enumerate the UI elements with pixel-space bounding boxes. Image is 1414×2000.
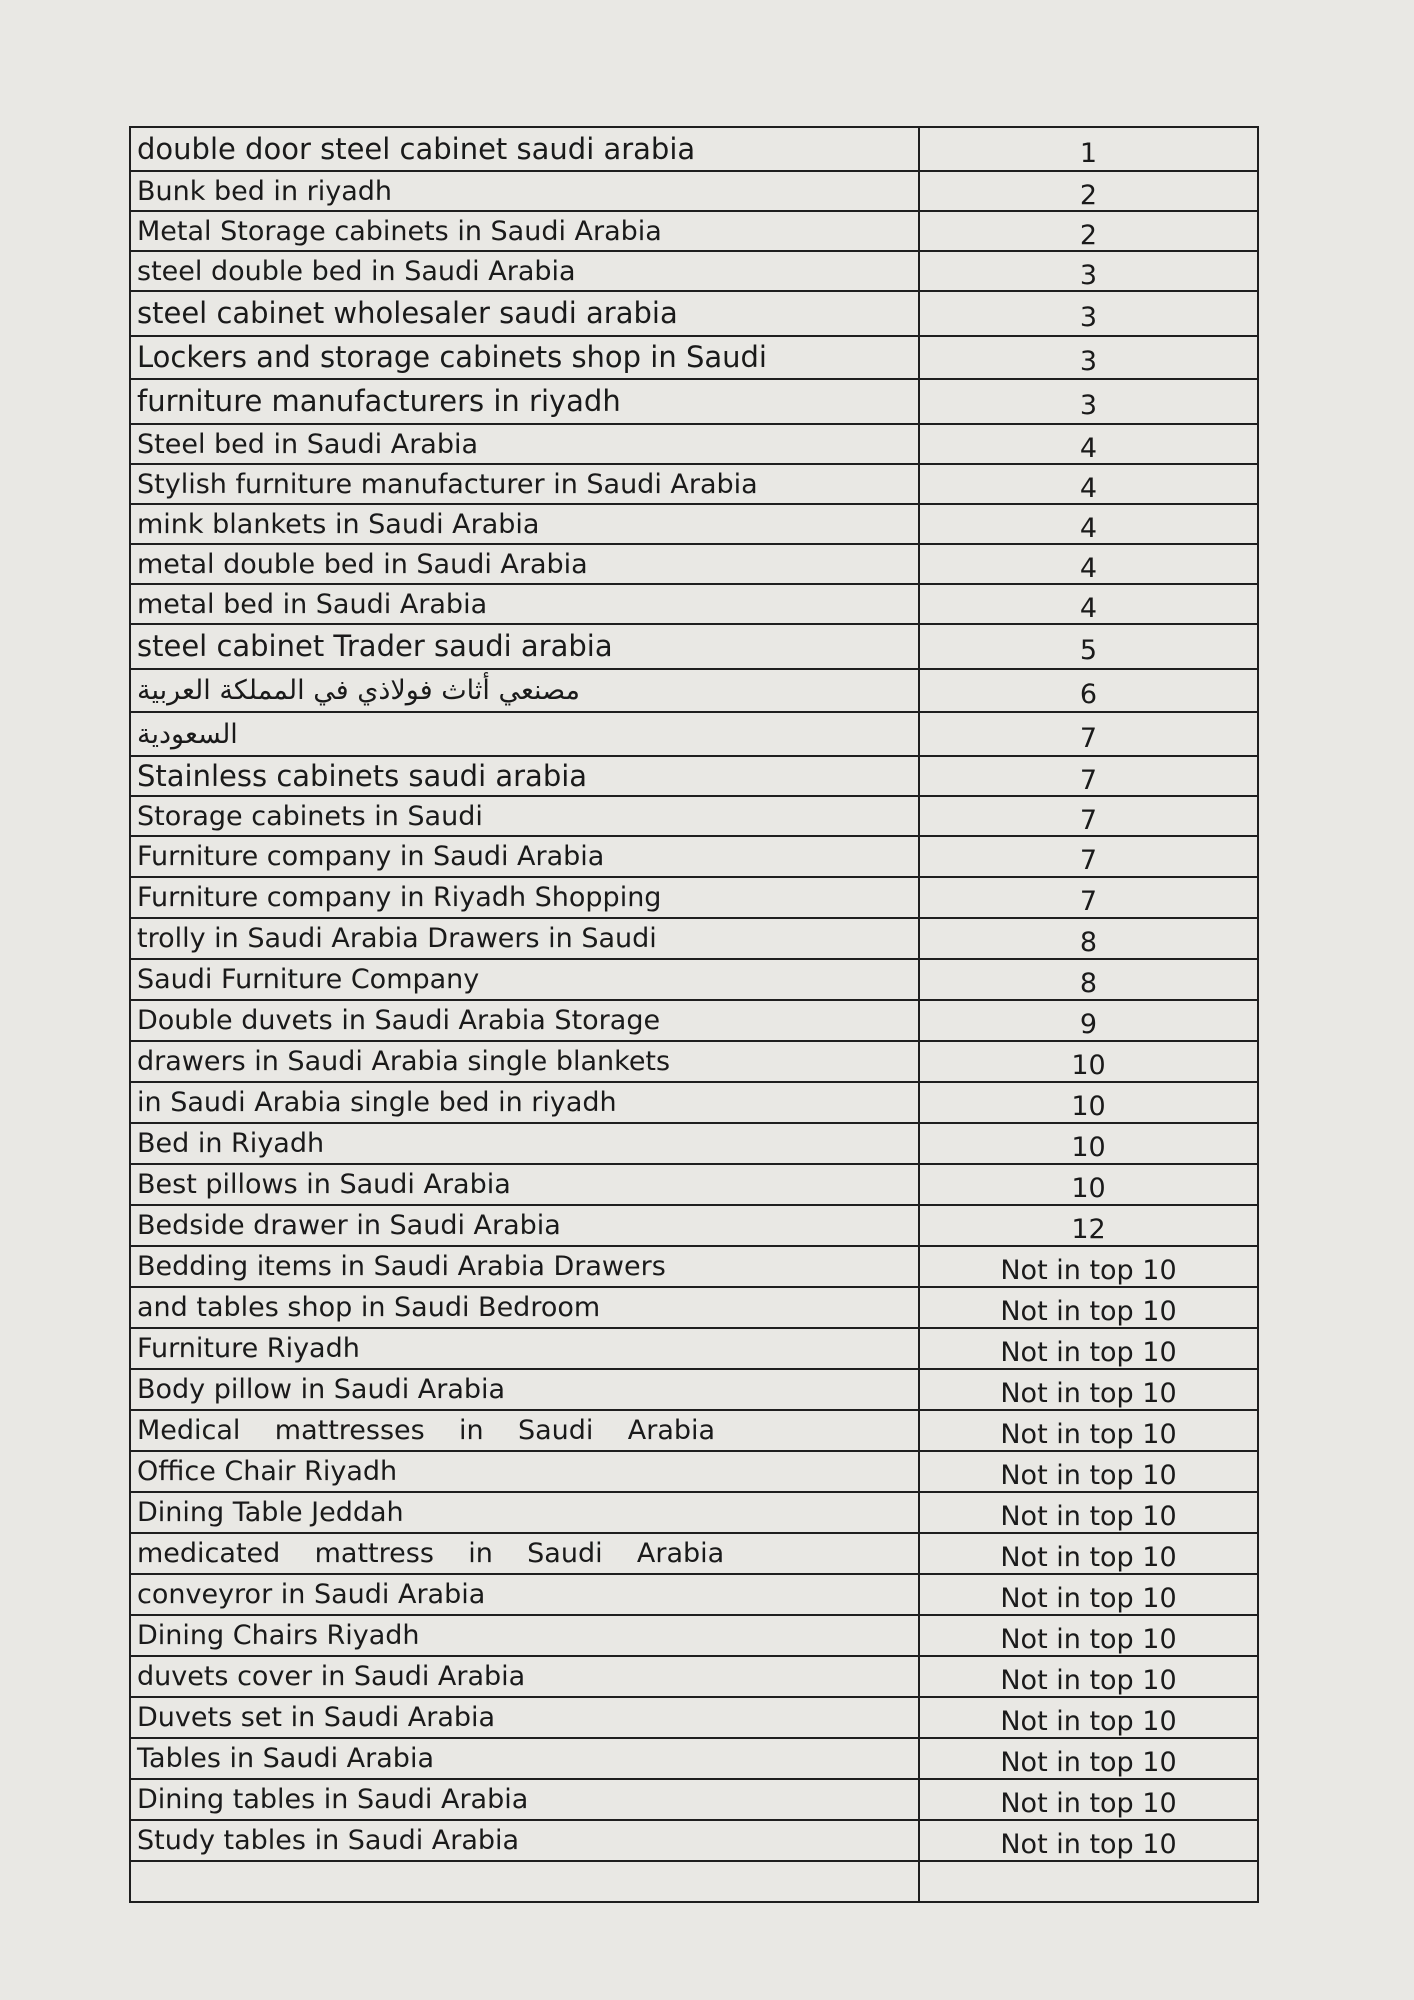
keyword-cell: steel cabinet Trader saudi arabia: [130, 624, 919, 669]
table-row: [130, 1041, 1258, 1082]
table-row: [130, 796, 1258, 836]
table-row: [130, 1861, 1258, 1902]
rank-cell: Not in top 10: [919, 1820, 1258, 1861]
table-row: [130, 1287, 1258, 1328]
keyword-cell: Office Chair Riyadh: [130, 1451, 919, 1492]
rank-cell: Not in top 10: [919, 1738, 1258, 1779]
table-row: [130, 1533, 1258, 1574]
rank-cell: Not in top 10: [919, 1328, 1258, 1369]
keyword-cell: drawers in Saudi Arabia single blankets: [130, 1041, 919, 1082]
keyword-cell: furniture manufacturers in riyadh: [130, 379, 919, 424]
rank-cell: Not in top 10: [919, 1369, 1258, 1410]
rank-cell: 10: [919, 1123, 1258, 1164]
rank-cell: 4: [919, 424, 1258, 464]
rank-cell: 9: [919, 1000, 1258, 1041]
keyword-cell: Saudi Furniture Company: [130, 959, 919, 1000]
keyword-cell: medicated mattress in Saudi Arabia: [130, 1533, 919, 1574]
keyword-cell: Furniture company in Saudi Arabia: [130, 836, 919, 877]
rank-cell: Not in top 10: [919, 1287, 1258, 1328]
rank-cell: Not in top 10: [919, 1656, 1258, 1697]
keyword-cell: Bed in Riyadh: [130, 1123, 919, 1164]
keyword-cell: metal double bed in Saudi Arabia: [130, 544, 919, 584]
table-row: [130, 669, 1258, 712]
keyword-cell: Best pillows in Saudi Arabia: [130, 1164, 919, 1205]
keyword-cell: mink blankets in Saudi Arabia: [130, 504, 919, 544]
keyword-cell: Body pillow in Saudi Arabia: [130, 1369, 919, 1410]
table-row: [130, 1615, 1258, 1656]
rank-cell: Not in top 10: [919, 1451, 1258, 1492]
table-row: [130, 1000, 1258, 1041]
keyword-cell: Dining Table Jeddah: [130, 1492, 919, 1533]
rank-cell: 12: [919, 1205, 1258, 1246]
keyword-cell: مصنعي أثاث فولاذي في المملكة العربية: [130, 669, 919, 712]
table-row: [130, 1410, 1258, 1451]
table-row: [130, 171, 1258, 211]
table-row: [130, 1082, 1258, 1123]
rank-cell: [919, 1861, 1258, 1902]
keyword-cell: duvets cover in Saudi Arabia: [130, 1656, 919, 1697]
keyword-cell: Steel bed in Saudi Arabia: [130, 424, 919, 464]
keyword-cell: Furniture Riyadh: [130, 1328, 919, 1369]
keyword-cell: Dining Chairs Riyadh: [130, 1615, 919, 1656]
keyword-cell: steel double bed in Saudi Arabia: [130, 251, 919, 291]
keyword-cell: Dining tables in Saudi Arabia: [130, 1779, 919, 1820]
table-row: [130, 877, 1258, 918]
table-row: [130, 1656, 1258, 1697]
table-row: [130, 584, 1258, 624]
rank-cell: 8: [919, 918, 1258, 959]
table-row: [130, 544, 1258, 584]
table-row: [130, 1369, 1258, 1410]
rank-cell: 7: [919, 712, 1258, 756]
keyword-cell: Double duvets in Saudi Arabia Storage: [130, 1000, 919, 1041]
keyword-cell: Bedding items in Saudi Arabia Drawers: [130, 1246, 919, 1287]
rank-cell: 5: [919, 624, 1258, 669]
table-row: [130, 379, 1258, 424]
table-row: [130, 1820, 1258, 1861]
keyword-cell: metal bed in Saudi Arabia: [130, 584, 919, 624]
keyword-cell: Study tables in Saudi Arabia: [130, 1820, 919, 1861]
rank-cell: 7: [919, 877, 1258, 918]
table-row: [130, 251, 1258, 291]
rank-cell: 6: [919, 669, 1258, 712]
keyword-cell: Lockers and storage cabinets shop in Saudi: [130, 336, 919, 379]
keyword-cell: conveyror in Saudi Arabia: [130, 1574, 919, 1615]
keyword-cell: Bunk bed in riyadh: [130, 171, 919, 211]
rank-cell: Not in top 10: [919, 1574, 1258, 1615]
rank-cell: 7: [919, 756, 1258, 796]
rank-cell: 3: [919, 291, 1258, 336]
keyword-cell: السعودية: [130, 712, 919, 756]
table-row: [130, 1123, 1258, 1164]
table-row: [130, 1164, 1258, 1205]
rank-cell: 3: [919, 336, 1258, 379]
table-row: [130, 504, 1258, 544]
rank-cell: 3: [919, 251, 1258, 291]
rank-cell: 4: [919, 464, 1258, 504]
keyword-cell: double door steel cabinet saudi arabia: [130, 127, 919, 171]
keyword-ranking-table: [129, 126, 1259, 1903]
rank-cell: 8: [919, 959, 1258, 1000]
rank-cell: 4: [919, 544, 1258, 584]
rank-cell: 4: [919, 504, 1258, 544]
table-row: [130, 127, 1258, 171]
table-row: [130, 1697, 1258, 1738]
rank-cell: Not in top 10: [919, 1615, 1258, 1656]
rank-cell: 3: [919, 379, 1258, 424]
rank-cell: 10: [919, 1041, 1258, 1082]
table-row: [130, 1738, 1258, 1779]
rank-cell: 7: [919, 796, 1258, 836]
rank-cell: Not in top 10: [919, 1779, 1258, 1820]
ranking-table-body: [130, 127, 1258, 1902]
table-row: [130, 712, 1258, 756]
keyword-cell: Storage cabinets in Saudi: [130, 796, 919, 836]
table-row: [130, 464, 1258, 504]
keyword-cell: Medical mattresses in Saudi Arabia: [130, 1410, 919, 1451]
table-row: [130, 1574, 1258, 1615]
keyword-cell: Tables in Saudi Arabia: [130, 1738, 919, 1779]
table-row: [130, 959, 1258, 1000]
table-row: [130, 1246, 1258, 1287]
rank-cell: Not in top 10: [919, 1410, 1258, 1451]
keyword-cell: in Saudi Arabia single bed in riyadh: [130, 1082, 919, 1123]
keyword-cell: Duvets set in Saudi Arabia: [130, 1697, 919, 1738]
table-row: [130, 291, 1258, 336]
keyword-cell: trolly in Saudi Arabia Drawers in Saudi: [130, 918, 919, 959]
rank-cell: Not in top 10: [919, 1533, 1258, 1574]
table-row: [130, 624, 1258, 669]
keyword-cell: and tables shop in Saudi Bedroom: [130, 1287, 919, 1328]
table-row: [130, 1205, 1258, 1246]
table-row: [130, 1779, 1258, 1820]
keyword-cell: [130, 1861, 919, 1902]
rank-cell: 2: [919, 171, 1258, 211]
rank-cell: 7: [919, 836, 1258, 877]
table-row: [130, 1451, 1258, 1492]
keyword-cell: Metal Storage cabinets in Saudi Arabia: [130, 211, 919, 251]
keyword-cell: Bedside drawer in Saudi Arabia: [130, 1205, 919, 1246]
table-row: [130, 336, 1258, 379]
rank-cell: 4: [919, 584, 1258, 624]
rank-cell: 10: [919, 1164, 1258, 1205]
rank-cell: Not in top 10: [919, 1697, 1258, 1738]
keyword-cell: Stylish furniture manufacturer in Saudi Arabia: [130, 464, 919, 504]
table-row: [130, 1328, 1258, 1369]
rank-cell: 2: [919, 211, 1258, 251]
keyword-cell: steel cabinet wholesaler saudi arabia: [130, 291, 919, 336]
rank-cell: Not in top 10: [919, 1246, 1258, 1287]
keyword-cell: Furniture company in Riyadh Shopping: [130, 877, 919, 918]
table-row: [130, 211, 1258, 251]
table-row: [130, 836, 1258, 877]
rank-cell: Not in top 10: [919, 1492, 1258, 1533]
rank-cell: 1: [919, 127, 1258, 171]
rank-cell: 10: [919, 1082, 1258, 1123]
table-row: [130, 424, 1258, 464]
table-row: [130, 918, 1258, 959]
table-row: [130, 756, 1258, 796]
table-row: [130, 1492, 1258, 1533]
keyword-cell: Stainless cabinets saudi arabia: [130, 756, 919, 796]
